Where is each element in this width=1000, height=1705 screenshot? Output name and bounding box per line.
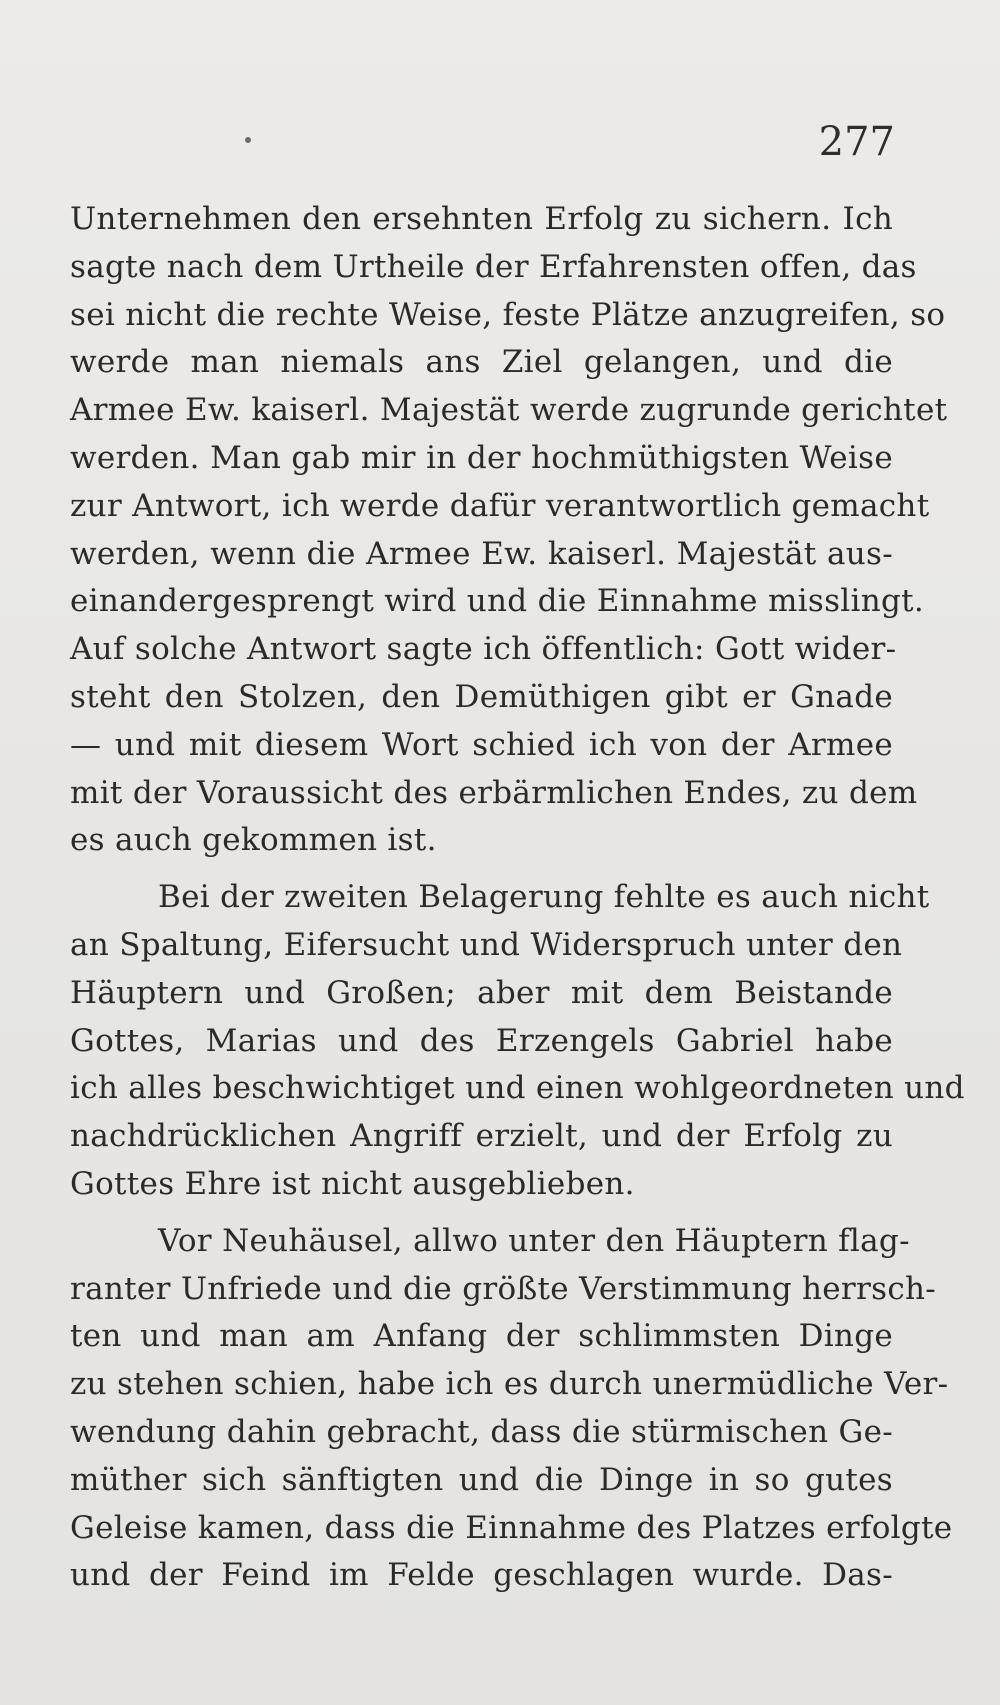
paragraph xyxy=(70,874,965,1209)
paragraph xyxy=(70,1218,953,1600)
text-line: ich alles beschwichtiget und einen wohlgeordneten und xyxy=(70,1070,965,1107)
text-line: Bei der zweiten Belagerung fehlte es auch nicht xyxy=(158,879,930,916)
text-line: mit der Voraussicht des erbärmlichen Endes, zu dem xyxy=(70,774,918,811)
text-line: Gottes Ehre ist nicht ausgeblieben. xyxy=(70,1165,635,1202)
text-line: Unternehmen den ersehnten Erfolg zu sichern. Ich xyxy=(70,201,893,237)
text-line: werde man niemals ans Ziel gelangen, und die xyxy=(70,344,893,381)
text-line: Gottes, Marias und des Erzengels Gabriel habe xyxy=(70,1022,893,1059)
text-line: Geleise kamen, dass die Einnahme des Platzes erfolgte xyxy=(70,1509,953,1546)
page-number: 277 xyxy=(818,119,895,165)
text-line: sei nicht die rechte Weise, feste Plätze anzugreifen, so xyxy=(70,296,946,333)
text-line: ten und man am Anfang der schlimmsten Dinge xyxy=(70,1318,893,1355)
text-line: zur Antwort, ich werde dafür verantwortlich gemacht xyxy=(70,487,930,524)
text-line: zu stehen schien, habe ich es durch unermüdliche Ver- xyxy=(70,1366,949,1403)
text-line: sagte nach dem Urtheile der Erfahrensten offen, das xyxy=(70,248,917,285)
text-line: Armee Ew. kaiserl. Majestät werde zugrunde gerichtet xyxy=(70,392,948,429)
text-line: Häuptern und Großen; aber mit dem Beistande xyxy=(70,974,893,1011)
text-line: wendung dahin gebracht, dass die stürmischen Ge- xyxy=(70,1413,893,1450)
body-text xyxy=(70,196,965,1600)
text-line: müther sich sänftigten und die Dinge in so gutes xyxy=(70,1461,893,1498)
paragraph xyxy=(70,196,948,865)
text-line: und der Feind im Felde geschlagen wurde. Das- xyxy=(70,1557,893,1594)
text-line: werden. Man gab mir in der hochmüthigsten Weise xyxy=(70,439,893,476)
text-line: einandergesprengt wird und die Einnahme misslingt. xyxy=(70,583,925,620)
text-line: nachdrücklichen Angriff erzielt, und der Erfolg zu xyxy=(70,1118,893,1155)
text-line: es auch gekommen ist. xyxy=(70,822,437,859)
text-line: werden, wenn die Armee Ew. kaiserl. Majestät aus- xyxy=(70,535,893,572)
text-line: ranter Unfriede und die größte Verstimmung herrsch- xyxy=(70,1270,937,1307)
text-line: an Spaltung, Eifersucht und Widerspruch unter den xyxy=(70,926,903,963)
printer-mark-dot xyxy=(245,137,251,143)
text-line: steht den Stolzen, den Demüthigen gibt er Gnade xyxy=(70,678,893,715)
text-line: — und mit diesem Wort schied ich von der Armee xyxy=(70,726,893,763)
text-line: Auf solche Antwort sagte ich öffentlich: Gott wider- xyxy=(70,631,897,668)
text-line: Vor Neuhäusel, allwo unter den Häuptern flag- xyxy=(158,1222,910,1259)
